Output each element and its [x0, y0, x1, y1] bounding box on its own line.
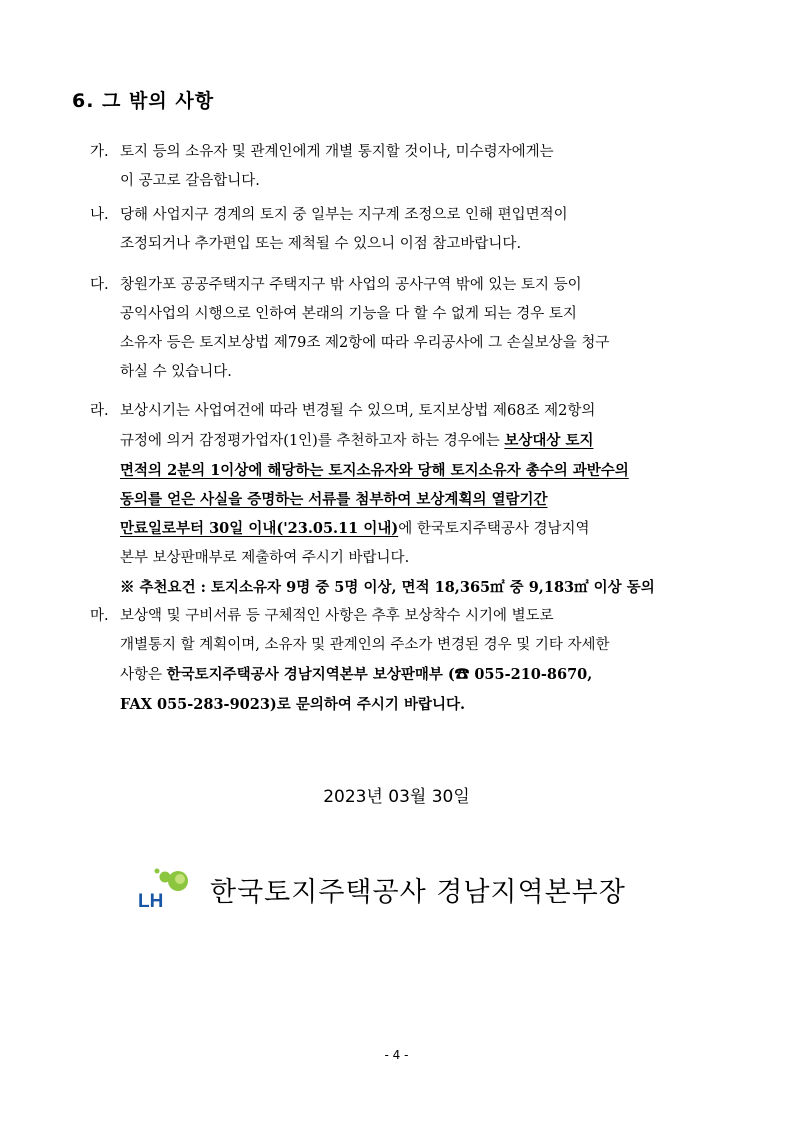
- logo-text: LH: [138, 891, 164, 912]
- item-text: 하실 수 있습니다.: [120, 364, 232, 380]
- item-text: 당해 사업지구 경계의 토지 중 일부는 지구계 조정으로 인해 편입면적이: [120, 207, 568, 223]
- emphasis-text: 동의를 얻은 사실을 증명하는 서류를 첨부하여 보상계획의 열람기간: [120, 491, 548, 508]
- item-text-part: 규정에 의거 감정평가업자(1인)를 추천하고자 하는 경우에는: [120, 433, 505, 449]
- lh-logo: [136, 861, 192, 917]
- item-text-part: 사항은: [120, 667, 167, 683]
- item-marker: 나.: [90, 207, 109, 223]
- item-text: [90, 514, 730, 544]
- item-marker: 마.: [90, 608, 109, 624]
- list-item-da: [90, 271, 730, 387]
- list-item-na: [90, 201, 730, 259]
- item-text: 보상액 및 구비서류 등 구체적인 사항은 추후 보상착수 시기에 별도로: [120, 608, 554, 624]
- item-text: 본부 보상판매부로 제출하여 주시기 바랍니다.: [120, 550, 410, 566]
- contact-org: 한국토지주택공사 경남지역본부: [166, 666, 368, 683]
- item-text: [90, 660, 730, 690]
- item-text-part: 에 한국토지주택공사 경남지역: [398, 521, 590, 537]
- item-text: 공익사업의 시행으로 인하여 본래의 기능을 다 할 수 없게 되는 경우 토지: [120, 306, 577, 322]
- item-text: 창원가포 공공주택지구 주택지구 밖 사업의 공사구역 밖에 있는 토지 등이: [120, 277, 582, 293]
- list-item-ma: [90, 602, 730, 719]
- contact-fax: FAX 055-283-9023)로 문의하여 주시기 바랍니다.: [120, 696, 466, 713]
- item-text: 이 공고로 갈음합니다.: [120, 173, 260, 189]
- item-marker: 다.: [90, 277, 109, 293]
- signature-text: 한국토지주택공사 경남지역본부장: [210, 876, 626, 908]
- emphasis-text: 보상대상 토지: [504, 432, 594, 449]
- contact-phone: 보상판매부 (☎ 055-210-8670,: [367, 666, 593, 683]
- emphasis-text: 면적의 2분의 1이상에 해당하는 토지소유자와 당해 토지소유자 총수의 과반수의: [120, 462, 629, 479]
- item-text: 소유자 등은 토지보상법 제79조 제2항에 따라 우리공사에 그 손실보상을 청구: [120, 335, 610, 351]
- list-item-ra: [90, 397, 730, 602]
- list-item-ga: [90, 138, 730, 196]
- section-title: 6. 그 밖의 사항: [72, 90, 215, 112]
- page-number: - 4 -: [384, 1048, 409, 1062]
- item-text: 토지 등의 소유자 및 관계인에게 개별 통지할 것이나, 미수령자에게는: [120, 144, 554, 160]
- document-date: 2023년 03월 30일: [323, 787, 470, 807]
- signature-block: [136, 858, 626, 920]
- item-marker: 라.: [90, 403, 109, 419]
- recommendation-note: ※ 추천요건 : 토지소유자 9명 중 5명 이상, 면적 18,365㎡ 중 9,183㎡ 이상 동의: [120, 579, 655, 596]
- item-marker: 가.: [90, 144, 109, 160]
- deadline-text: 만료일로부터 30일 이내('23.05.11 이내): [120, 520, 399, 537]
- item-text: 보상시기는 사업여건에 따라 변경될 수 있으며, 토지보상법 제68조 제2항의: [120, 403, 596, 419]
- item-text: 조정되거나 추가편입 또는 제척될 수 있으니 이점 참고바랍니다.: [120, 236, 522, 252]
- item-text: [90, 426, 730, 456]
- item-text: 개별통지 할 계획이며, 소유자 및 관계인의 주소가 변경된 경우 및 기타 자세한: [120, 637, 610, 653]
